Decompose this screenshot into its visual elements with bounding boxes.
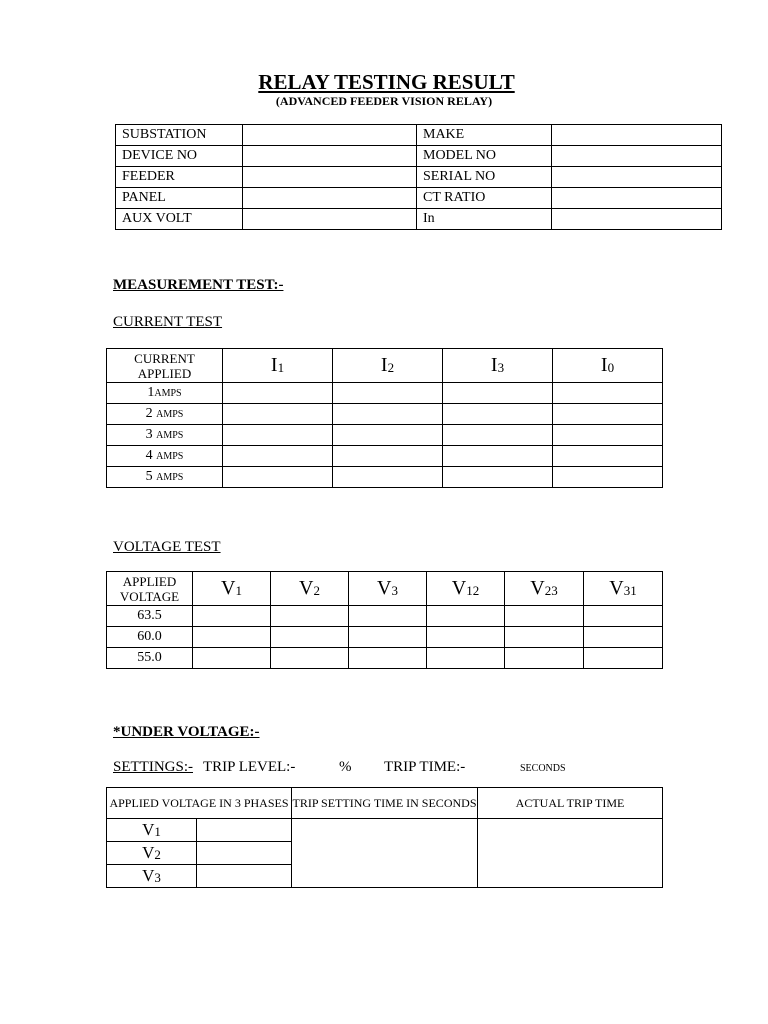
table-row [107,627,663,648]
column-header-i3: $I_3$ [443,349,553,383]
info-label-model-no: MODEL NO [417,146,552,167]
result-cell[interactable] [333,383,443,404]
trip-setting-time-cell[interactable] [292,819,478,888]
table-row [107,819,663,842]
applied-voltage-3-phases-header: APPLIED VOLTAGE IN 3 PHASES [107,788,292,819]
current-value-cell: 5 AMPS [107,467,223,488]
info-value-in[interactable] [552,209,722,230]
result-cell[interactable] [223,446,333,467]
table-row [107,446,663,467]
result-cell[interactable] [584,648,663,669]
table-header-row [107,349,663,383]
result-cell[interactable] [443,383,553,404]
result-cell[interactable] [349,606,427,627]
info-value-serial-no[interactable] [552,167,722,188]
result-cell[interactable] [349,627,427,648]
column-header-v12: $V_{12}$ [427,572,505,606]
table-header-row [107,788,663,819]
table-row [107,648,663,669]
result-cell[interactable] [271,627,349,648]
info-value-device-no[interactable] [243,146,417,167]
page-subtitle: (ADVANCED FEEDER VISION RELAY) [275,94,493,108]
phase-value-cell[interactable] [197,842,292,865]
voltage-test-table [106,571,663,669]
result-cell[interactable] [427,627,505,648]
column-header-i2: $I_2$ [333,349,443,383]
current-test-heading: CURRENT TEST [113,314,223,330]
column-header-v31: $V_{31}$ [584,572,663,606]
phase-label-v2: $V_2$ [107,842,197,865]
applied-voltage-header [107,572,193,606]
trip-level-label: TRIP LEVEL:- [203,759,296,775]
table-header-row [107,572,663,606]
info-label-feeder: FEEDER [116,167,243,188]
page-title [0,70,768,95]
result-cell[interactable] [333,425,443,446]
column-header-i0: $I_0$ [553,349,663,383]
seconds-label: SECONDS [520,763,566,774]
result-cell[interactable] [584,606,663,627]
info-value-aux-volt[interactable] [243,209,417,230]
result-cell[interactable] [193,606,271,627]
table-row [116,125,722,146]
current-value-cell: 4 AMPS [107,446,223,467]
column-header-v1: $V_1$ [193,572,271,606]
result-cell[interactable] [193,627,271,648]
result-cell[interactable] [427,606,505,627]
info-label-in: In [417,209,552,230]
info-label-make: MAKE [417,125,552,146]
result-cell[interactable] [333,446,443,467]
info-label-serial-no: SERIAL NO [417,167,552,188]
header-line: APPLIED [122,573,177,589]
page-title-text: RELAY TESTING RESULT [258,70,515,94]
header-line: APPLIED [137,365,192,381]
settings-line [113,759,713,779]
result-cell[interactable] [223,467,333,488]
info-value-ct-ratio[interactable] [552,188,722,209]
under-voltage-heading: *UNDER VOLTAGE:- [113,724,260,740]
trip-time-label: TRIP TIME:- [384,759,466,775]
current-test-table [106,348,663,488]
info-label-aux-volt: AUX VOLT [116,209,243,230]
result-cell[interactable] [223,383,333,404]
result-cell[interactable] [443,446,553,467]
voltage-value-cell: 55.0 [107,648,193,669]
result-cell[interactable] [553,446,663,467]
table-row [107,404,663,425]
result-cell[interactable] [443,425,553,446]
phase-label-v1: $V_1$ [107,819,197,842]
column-header-v2: $V_2$ [271,572,349,606]
table-row [107,606,663,627]
table-row [116,209,722,230]
result-cell[interactable] [427,648,505,669]
result-cell[interactable] [271,648,349,669]
settings-label: SETTINGS:- [113,759,193,775]
voltage-test-heading: VOLTAGE TEST [113,539,221,555]
info-value-model-no[interactable] [552,146,722,167]
table-row [116,188,722,209]
result-cell[interactable] [333,404,443,425]
result-cell[interactable] [553,404,663,425]
info-value-feeder[interactable] [243,167,417,188]
phase-value-cell[interactable] [197,865,292,888]
voltage-value-cell: 60.0 [107,627,193,648]
actual-trip-time-cell[interactable] [478,819,663,888]
column-header-i1: $I_1$ [223,349,333,383]
result-cell[interactable] [505,648,584,669]
column-header-v23: $V_{23}$ [505,572,584,606]
result-cell[interactable] [271,606,349,627]
result-cell[interactable] [223,404,333,425]
trip-setting-time-header: TRIP SETTING TIME IN SECONDS [292,788,478,819]
info-value-panel[interactable] [243,188,417,209]
result-cell[interactable] [349,648,427,669]
info-label-device-no: DEVICE NO [116,146,243,167]
current-value-cell: 3 AMPS [107,425,223,446]
result-cell[interactable] [193,648,271,669]
result-cell[interactable] [584,627,663,648]
info-value-substation[interactable] [243,125,417,146]
result-cell[interactable] [553,425,663,446]
voltage-value-cell: 63.5 [107,606,193,627]
info-label-substation: SUBSTATION [116,125,243,146]
header-line: CURRENT [134,350,195,366]
result-cell[interactable] [443,467,553,488]
table-row [116,146,722,167]
info-label-ct-ratio: CT RATIO [417,188,552,209]
result-cell[interactable] [333,467,443,488]
phase-value-cell[interactable] [197,819,292,842]
result-cell[interactable] [223,425,333,446]
percent-sign: % [339,759,352,775]
measurement-test-heading: MEASUREMENT TEST:- [113,277,284,293]
table-row [107,383,663,404]
info-value-make[interactable] [552,125,722,146]
column-header-v3: $V_3$ [349,572,427,606]
result-cell[interactable] [505,606,584,627]
current-value-cell: 1AMPS [107,383,223,404]
info-label-panel: PANEL [116,188,243,209]
result-cell[interactable] [505,627,584,648]
under-voltage-table [106,787,663,888]
header-line: VOLTAGE [119,588,180,604]
result-cell[interactable] [553,467,663,488]
phase-label-v3: $V_3$ [107,865,197,888]
result-cell[interactable] [553,383,663,404]
result-cell[interactable] [443,404,553,425]
actual-trip-time-header: ACTUAL TRIP TIME [478,788,663,819]
current-applied-header [107,349,223,383]
table-row [107,467,663,488]
table-row [116,167,722,188]
table-row [107,425,663,446]
current-value-cell: 2 AMPS [107,404,223,425]
info-table [115,124,722,230]
